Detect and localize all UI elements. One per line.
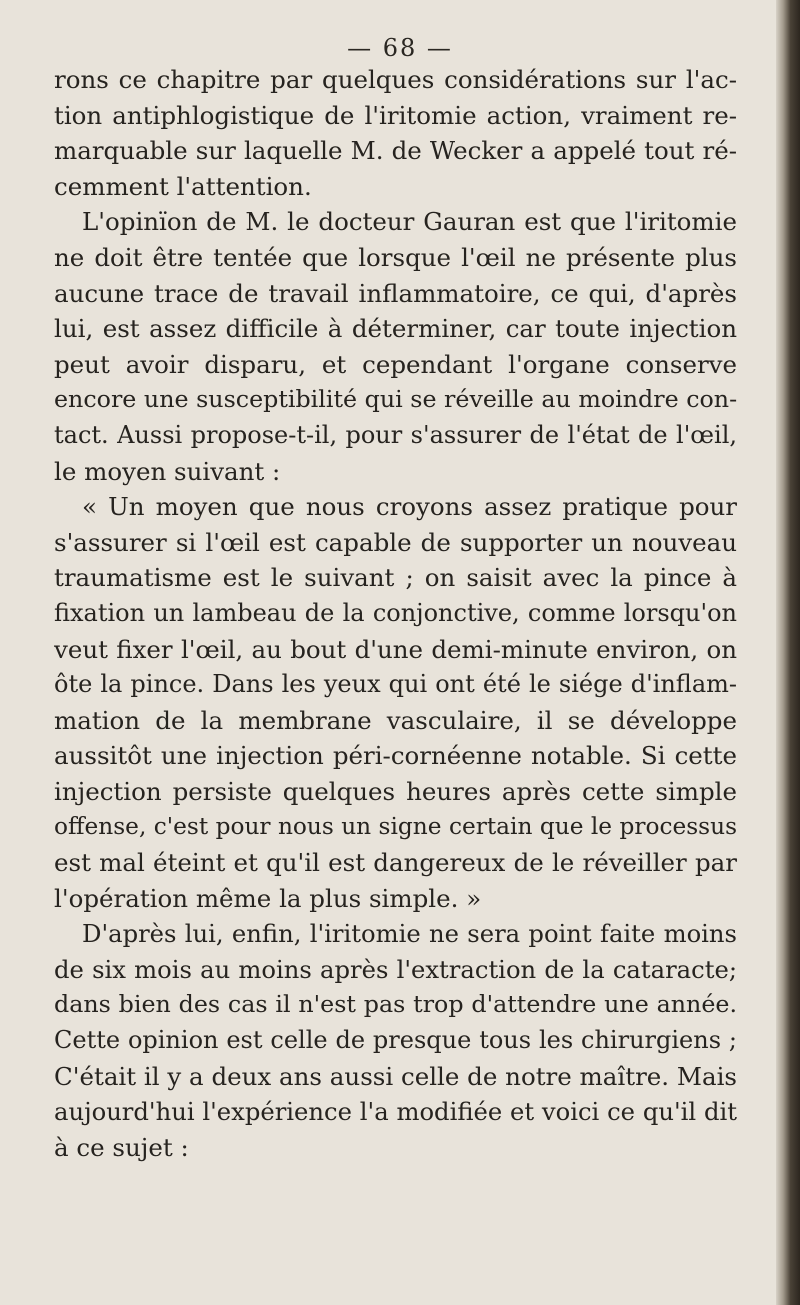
text-line: D'après lui, enfin, l'iritomie ne sera point faite moins <box>82 919 737 949</box>
text-line: aujourd'hui l'expérience l'a modifiée et voici ce qu'il dit <box>54 1097 737 1127</box>
text-line: à ce sujet : <box>54 1132 189 1162</box>
text-line: ne doit être tentée que lorsque l'œil ne présente plus <box>54 242 737 272</box>
text-line: tact. Aussi propose-t-il, pour s'assurer de l'état de l'œil, <box>54 420 737 449</box>
page-number: — 68 — <box>347 34 453 62</box>
text-line: injection persiste quelques heures après cette simple <box>54 776 737 806</box>
text-line: marquable sur laquelle M. de Wecker a appelé tout ré- <box>54 136 737 166</box>
text-line: peut avoir disparu, et cependant l'organe conserve <box>54 349 737 379</box>
text-line: le moyen suivant : <box>54 456 281 486</box>
text-line: offense, c'est pour nous un signe certain que le processus <box>54 813 737 841</box>
text-line: s'assurer si l'œil est capable de supporter un nouveau <box>54 527 737 557</box>
text-line: veut fixer l'œil, au bout d'une demi-minute environ, on <box>54 634 737 664</box>
text-line: de six mois au moins après l'extraction de la cataracte; <box>54 954 737 984</box>
text-line: dans bien des cas il n'est pas trop d'attendre une année. <box>54 990 737 1019</box>
text-line: « Un moyen que nous croyons assez pratique pour <box>82 492 737 522</box>
text-line: rons ce chapitre par quelques considérations sur l'ac- <box>54 65 737 94</box>
text-line: aussitôt une injection péri-cornéenne notable. Si cette <box>54 741 737 771</box>
text-line: Cette opinion est celle de presque tous les chirurgiens ; <box>54 1026 737 1055</box>
binding-edge <box>776 0 800 1305</box>
text-line: cemment l'attention. <box>54 171 312 201</box>
text-line: mation de la membrane vasculaire, il se développe <box>54 705 737 735</box>
text-line: traumatisme est le suivant ; on saisit avec la pince à <box>54 563 737 593</box>
body-text <box>54 62 737 1165</box>
text-line: l'opération même la plus simple. » <box>54 883 482 913</box>
text-line: lui, est assez difficile à déterminer, car toute injection <box>54 314 737 344</box>
text-line: ôte la pince. Dans les yeux qui ont été le siége d'inflam- <box>54 670 737 699</box>
text-line: encore une susceptibilité qui se réveille au moindre con- <box>54 385 737 414</box>
text-line: C'était il y a deux ans aussi celle de notre maître. Mais <box>54 1061 737 1091</box>
text-line: L'opinïon de M. le docteur Gauran est que l'iritomie <box>82 207 737 237</box>
text-line: tion antiphlogistique de l'iritomie action, vraiment re- <box>54 100 737 130</box>
text-line: fixation un lambeau de la conjonctive, comme lorsqu'on <box>54 598 737 627</box>
text-line: est mal éteint et qu'il est dangereux de le réveiller par <box>54 848 737 878</box>
text-line: aucune trace de travail inflammatoire, ce qui, d'après <box>54 278 737 308</box>
